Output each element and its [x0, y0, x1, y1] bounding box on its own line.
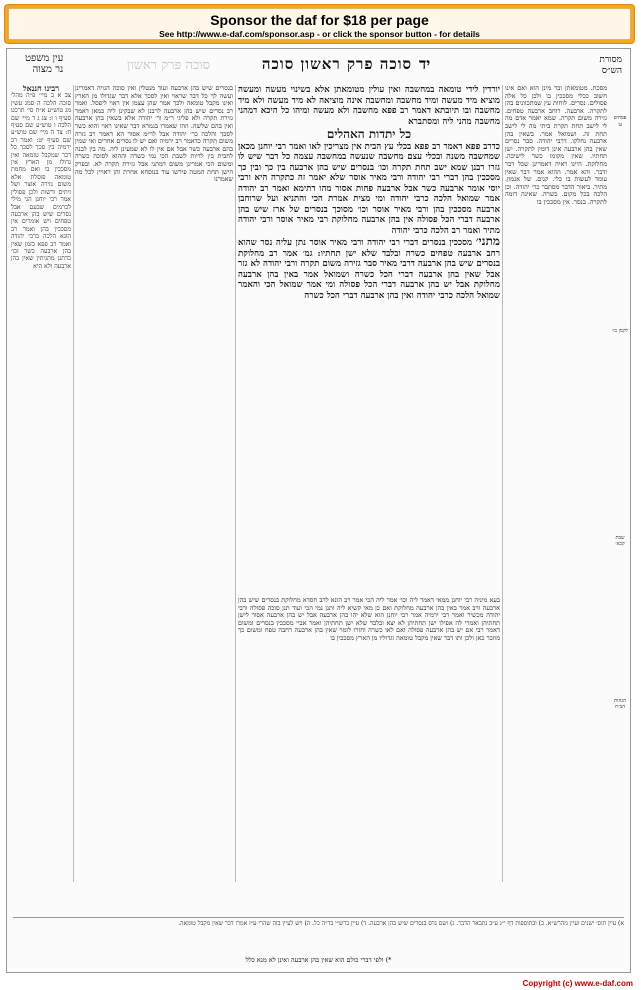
page-footnote: *) ולפי דברי כולם הוא שאין בהן ארבעה ואינן לא מנא כלל: [245, 956, 392, 964]
gemara-text-2: כדרב פפא דאמר רב פפא בכלי עץ הבית אין מצריכין לאו ואמר רבי יוחנן מכאן שמחשבה משנה ובכלי עצם מחשבה שנעשה במחשבה עצמה כל דבר שיש לו גזרו רבנן שמא ישב תחת תקרה וכו׳ בנסרים שיש בהן ארבעה בין כך ובין כך מסככין בהן דברי רבי יהודה ורבי מאיר אוסר שלא יאמר זה כתקרה היא ורבי יוסי אומר ארבעה כשר אבל ארבעה פחות אסור מהו דתימא ואמר רב יהודה אמר שמואל הלכה כרבי יהודה ומי מצית אמרת הכי והתניא ועל שרוחבן ארבעה מסככין בהן ורבי מאיר אוסר וכו׳ מסוכך בנסרים של ארז שיש בהן ארבעה דברי הכל פסולה אין בהן ארבעה מחלוקת רבי מאיר אוסר ורבי יהודה מתיר ואמר רב הלכה כרבי יהודה: [238, 141, 500, 236]
talmud-page: [6, 48, 631, 973]
lower-commentary-text: בעא מיניה רבי יוחנן ממאי דאמר ליה וכו׳ אמר ליה הכי אמר רב הונא לרב חסדא מחלוקת בנסרים שיש בהן ארבעה ורב אמר באין בהן ארבעה מחלוקת ואם כן מאי קשיא ליה ותנן נמי הכי ועוד תנן סוכה פסולה ורבי יהודה מכשיר ואמר רבי ירמיה אמר רבי יוחנן הוא שלא יהו בהן ארבעה אבל יש בהן ארבעה אסור לישן תחתיהן ואמרי לה אפילו ישן תחתיהן לא יצא ובלבד שלא ישן תחתיהן ואמר אביי מסככין בנסרים ומשום דאמר רבי אם יש בהן ארבעה פסולה ואם לאו כשרה וחזרו לומר שאין בהן ארבעה רחבה טפח ומשום כך מוזכר כאן ולכן ותו דבר שאין מקבל טומאה וגדוליו מן הארץ מסככין בו: [238, 597, 500, 642]
mishna-label: מתני׳: [475, 234, 500, 248]
sponsor-banner-subtitle[interactable]: See http://www.e-daf.com/sponsor.asp - or click the sponsor button - for details: [159, 29, 480, 39]
gemara-text-1: יורדין לידי טומאה במחשבה ואין עולין מטומאתן אלא בשינוי מעשה ומעשה מוציא מיד מעשה ומיד מחשבה ומחשבה אינה מוציאה לא מיד מעשה ולא מיד מחשבה ובו תיובתא דאמר רב פפא מחשבה ולא מעשה ומיהו כל היכא דמהני מחשבה מהני ליה ומסתברא: [238, 85, 500, 127]
masoret-margin: [612, 85, 628, 882]
margin-ref-4: הגהות הב״ח: [614, 697, 626, 710]
column-divider: [502, 85, 503, 882]
page-number: יד: [419, 55, 431, 73]
margin-ref-1: פסחים ע׳: [613, 115, 627, 128]
rashi-column: [505, 85, 607, 882]
rashi-text: מסכת. מטומאתן ובר מינן הוא ואם אינו חשוב ככלי מסככין בו ולכן כל אלה פסולים. נסרים. לוחות עץ שמתכוונים בהן לתקרה. ארבעה. רוחב ארבעה טפחים. גזירה משום תקרה. שמא יאמר אדם מה לי לישב תחת תקרת ביתי מה לי לישב תחת זה. ושמואל אמר. בשאין בהן ארבעה נחלקו. דרבי יהודה. סבר נסרים שאין בהן ארבעה אינן דומין לתקרה. ישן תחתיו. שאין מקומו כשר לישיבה. מחלוקת. היינו ראיה דאמרינן שכל דבר ודבר. והא אמר. ההוא אמר דבר שאין עומד לעשות בו כלי. קנים. של אגמון. מתיר. ביאור הדבר מסתבר כר׳ יהודה. וכן הלכה בכל מקום. כשרה. שאינה דומה לתקרה. בנסר. אין מסככין בו: [505, 85, 607, 206]
ein-mishpat-text: צב א ב מיי׳ פ״ה מהל׳ סוכה הלכה ה סמג עשין מג טוש״ע א״ח סי׳ תרכט סעיף ו ז: צג ג ד מיי׳ שם הלכה ו טוש״ע שם סעיף ח: צד ה מיי׳ שם טוש״ע שם סעיף יט: ואמר רב ירמיה בין סכך לסכך כל דבר שמקבל טומאה ואין גדולו מן הארץ אין מסככין בו ואם מחמת טומאה פוסלת אלא משום גזירה אוצר ושל זיתים ורשות ולכן פסולין אמר רבי יוחנן הגי מילי לכרמים שבעם אבל נסרים שיש בהן ארבעה טפחים ויש אומרים אין מסככין בהן ואמר רב הונא הלכה כרבי יהודה ואמר רב פפא בזמן שאין בהן ארבעה כשר וכו׳ כדתנן מתניתין שאין בהן ארבעה ולא היא: [11, 92, 71, 270]
hashas-label: הש״ס: [601, 66, 622, 76]
masoret-label: מסורת: [599, 55, 622, 65]
ein-mishpat-column: [11, 85, 71, 882]
gemara-text-3: מסככין בנסרים דברי רבי יהודה ורבי מאיר אוסר נתן עליה נסר שהוא רחב ארבעה טפחים כשרה ובלבד שלא ישן תחתיו: גמ׳ אמר רב מחלוקת בנסרים שיש בהן ארבעה דרבי מאיר סבר גזירה משום תקרה ורבי יהודה לא גזר אבל שאין בהן ארבעה דברי הכל כשרה ושמואל אמר באין בהן ארבעה מחלוקת אבל יש בהן ארבעה דברי הכל פסולה ומי אמר שמואל הכי והאמר שמואל הלכה כרבי יהודה ואין בהן ארבעה דברי הכל כשרה: [238, 238, 500, 301]
header-ghost-title: סוכה פרק ראשון: [127, 58, 211, 73]
page-footer-commentary: א) עיין תוס׳ ישנים ועיין מהרש״א. ב) ובתוספות דף י״ג ע״ב נתבאר הדבר. ג) ושם גרס בנסרים שיש בהן ארבעה. ד) עיין ברש״י בד״ה כל. ה) ויש לעיין בזה שהרי ע״ז אמרו דבר שאין מקבל טומאה.: [13, 917, 624, 950]
masoret-hashas-heading: [599, 55, 622, 77]
sponsor-banner-inner: [8, 8, 631, 40]
column-divider: [235, 85, 236, 882]
rabbeinu-chananel-heading: רבינו חננאל: [22, 85, 60, 93]
margin-ref-3: שבת קכא׳: [615, 534, 625, 547]
ein-mishpat-heading: [25, 53, 63, 75]
gemara-lower-commentary: [238, 597, 500, 882]
column-divider: [73, 85, 74, 882]
sponsor-banner-title: Sponsor the daf for $18 per page: [210, 12, 429, 28]
tractate-chapter-title: סוכה פרק ראשון סוכה: [261, 55, 413, 73]
sponsor-banner[interactable]: [4, 4, 635, 44]
page-header: [7, 53, 630, 83]
gemara-column: [238, 85, 500, 595]
copyright-link[interactable]: Copyright (c) www.e-daf.com: [522, 979, 633, 988]
ein-mishpat-label: עין משפט: [25, 53, 64, 64]
tosafot-column: [75, 85, 233, 882]
gemara-section-heading: כל יתדות האהלים: [326, 127, 412, 141]
ner-mitzvah-label: נר מצוה: [32, 64, 64, 75]
tosafot-text: בנסרים שיש בהן ארבעה ועוד מנטלין ואין סוכה הגויה דאמרינן ועשה לך כל דבר שראוי ואין לסכך אלא דבר שגדולו מן הארץ ואינו מקבל טומאה ולכך אמר שהן עצמן אין ראוי ליפסל. ואמר רב נסרים שיש בהן ארבעה לרבנן לא שבקינן ליה כמאן דאמר גזירת תקרה ולא פליגי ר״מ ור׳ יהודה אלא בשאין בהן ארבעה ואין בהם שלשה. וזהו שאמרו בגמרא דבר שאינו ראוי והוא כשר לסכך והלכה כר׳ יהודה אבל לר״מ אסור הא דאמר רב גזרה משום תקרה כדאמר רב ירמיה ואם יש לו נסרים אחרים ואי שמין בהם ארבעה כשר אבל אם אין לו לא שמעינן ליה. מה בין לבנה לחבית בין לדיות לשבת הכי נמי כשרה וההוא לסוכה כשרה ומשום הכי אמרינן משום דמתני אבל גזירת תקרה לא. ובפרק הישן תחת המטה פירשו עוד בנוסחא אחרת והן ראויין לכל מה שאמרנו: [75, 85, 233, 184]
margin-ref-2: לקמן כז׳: [612, 328, 628, 334]
